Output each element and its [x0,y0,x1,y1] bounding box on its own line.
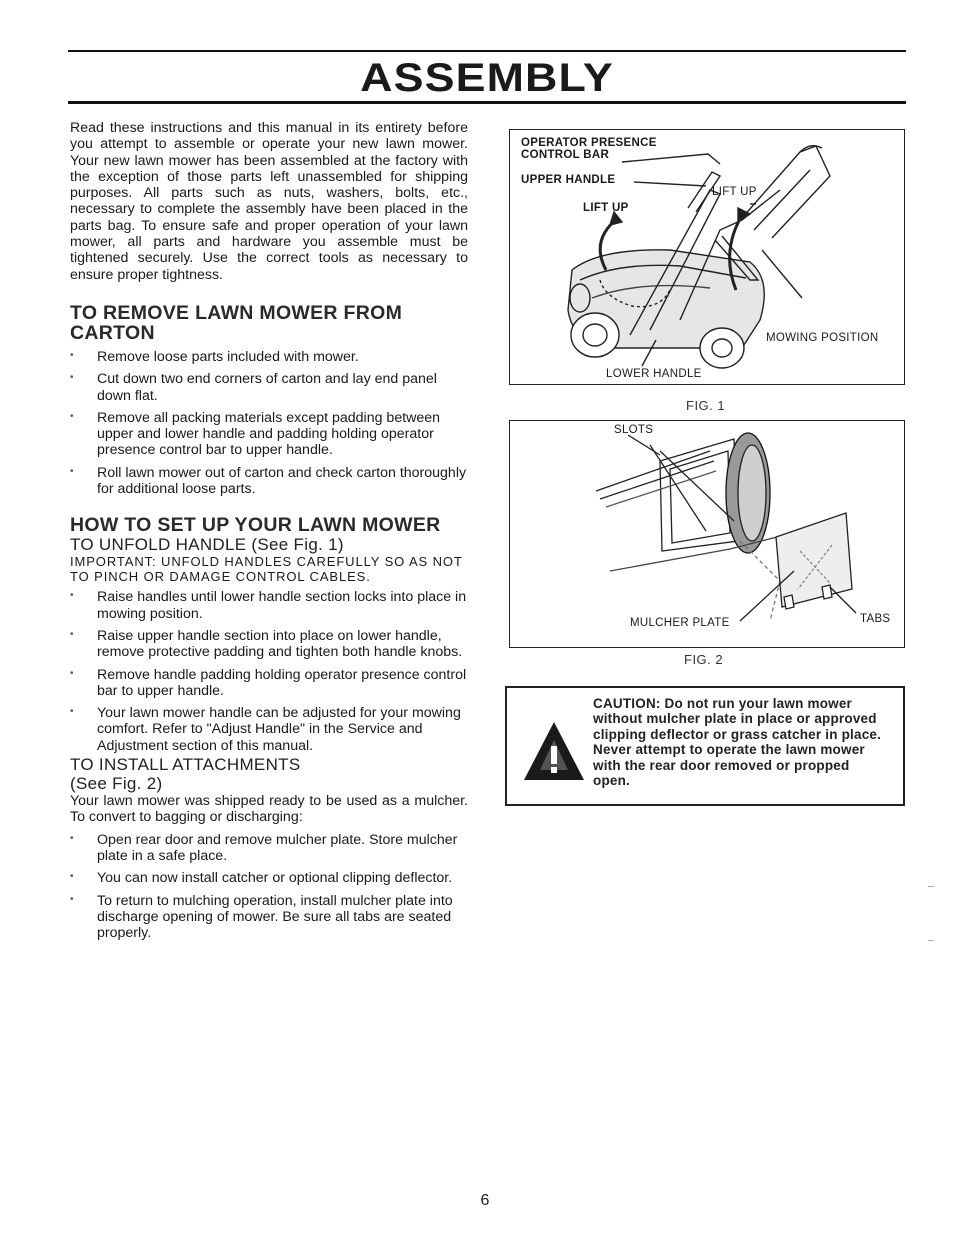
attachments-list [70,832,468,942]
margin-tick [928,940,934,941]
attachments-subheading: (See Fig. 2) [70,774,163,794]
label-mulcher-plate: MULCHER PLATE [630,617,730,629]
figure-2-caption: FIG. 2 [684,652,724,667]
figure-1 [509,129,905,385]
label-operator-line2: CONTROL BAR [521,149,610,161]
mower-handle-illustration [510,130,906,386]
unfold-list [70,589,468,754]
list-item: • Raise upper handle section into place on lower handle, remove protective padding and tighten both handle knobs. [70,628,468,661]
attachments-heading: TO INSTALL ATTACHMENTS [70,755,301,775]
list-item: • To return to mulching operation, install mulcher plate into discharge opening of mower. Be sure all tabs are seated properly. [70,893,468,942]
unfold-heading: TO UNFOLD HANDLE (See Fig. 1) [70,535,344,555]
label-tabs: TABS [860,613,891,625]
label-lift-up-left: LIFT UP [583,202,629,214]
list-item: • Raise handles until lower handle section locks into place in mowing position. [70,589,468,622]
list-item: • Remove all packing materials except padding between upper and lower handle and padding holding operator presence control bar to upper handle. [70,410,468,459]
label-lower-handle: LOWER HANDLE [606,368,702,380]
attachments-paragraph: Your lawn mower was shipped ready to be used as a mulcher. To convert to bagging or discharging: [70,793,468,826]
left-column [70,120,468,941]
caution-box [505,686,905,806]
list-item: • Cut down two end corners of carton and lay end panel down flat. [70,371,468,404]
intro-paragraph: Read these instructions and this manual in its entirety before you attempt to assemble or operate your new lawn mower. Your new lawn mower has been assembled at the factory with the exception of those parts left unassembled for shipping purposes. All parts such as nuts, washers, bolts, etc., necessary to complete the assembly have been placed in the parts bag. To ensure safe and proper operation of your lawn mower, all parts and hardware you assemble must be tightened securely. Use the correct tools as necessary to ensure proper tightness. [70,120,468,283]
page-title: ASSEMBLY [360,56,614,100]
top-rule [68,50,906,52]
list-item: • Your lawn mower handle can be adjusted for your mowing comfort. Refer to "Adjust Handle" in the Service and Adjustment section of this manual. [70,705,468,754]
figure-1-caption: FIG. 1 [686,398,726,413]
remove-heading: TO REMOVE LAWN MOWER FROM CARTON [70,301,403,344]
list-item: • Open rear door and remove mulcher plate. Store mulcher plate in a safe place. [70,832,468,865]
figure-2 [509,420,905,648]
title-underline [68,101,906,104]
label-mowing-position: MOWING POSITION [766,332,879,344]
list-item: • Remove handle padding holding operator presence control bar to upper handle. [70,667,468,700]
list-item: • Roll lawn mower out of carton and check carton thoroughly for additional loose parts. [70,465,468,498]
caution-text: CAUTION: Do not run your lawn mower without mulcher plate in place or approved clipping deflector or grass catcher in place. Never attempt to operate the lawn mower with the rear door removed or propped open. [593,696,882,789]
list-item: • Remove loose parts included with mower. [70,349,468,365]
list-item: • You can now install catcher or optional clipping deflector. [70,870,468,886]
remove-list [70,349,468,497]
label-slots: SLOTS [614,424,654,436]
label-lift-up-right: LIFT UP [712,186,757,198]
setup-heading: HOW TO SET UP YOUR LAWN MOWER [70,514,441,537]
page-number: 6 [480,1192,490,1209]
label-upper-handle: UPPER HANDLE [521,174,616,186]
important-note: IMPORTANT: UNFOLD HANDLES CAREFULLY SO AS NOT TO PINCH OR DAMAGE CONTROL CABLES. [70,554,463,585]
label-operator-line1: OPERATOR PRESENCE [521,137,657,149]
mulcher-plate-illustration [510,421,906,649]
warning-triangle-icon [521,718,587,784]
margin-tick [928,886,934,887]
